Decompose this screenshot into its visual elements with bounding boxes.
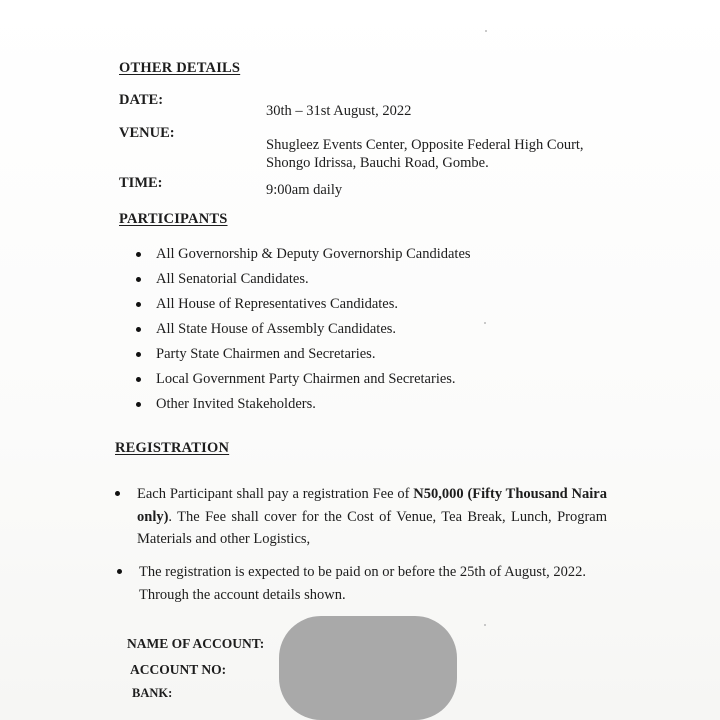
venue-line-2: Shongo Idrissa, Bauchi Road, Gombe. — [266, 155, 489, 171]
time-value: 9:00am daily — [266, 182, 343, 198]
venue-line-1: Shugleez Events Center, Opposite Federal High Court, — [266, 137, 584, 153]
participant-item: Local Government Party Chairmen and Secretaries. — [136, 367, 556, 392]
scan-speck — [484, 322, 486, 324]
participant-item: All Senatorial Candidates. — [136, 267, 556, 292]
registration-heading: REGISTRATION — [115, 440, 230, 456]
venue-label: VENUE: — [119, 125, 175, 141]
registration-fee-item — [115, 483, 607, 551]
registration-fee-suffix: . The Fee shall cover for the Cost of Venue, Tea Break, Lunch, Program Materials and other Logistics, — [137, 508, 607, 547]
account-name-label: NAME OF ACCOUNT: — [127, 636, 265, 651]
bank-label: BANK: — [132, 686, 173, 700]
scan-speck — [485, 30, 487, 32]
date-value: 30th – 31st August, 2022 — [266, 103, 412, 119]
date-label: DATE: — [119, 92, 164, 108]
other-details-heading: OTHER DETAILS — [119, 60, 241, 76]
registration-fee-amount: N50,000 (Fifty Thousand Naira only) — [137, 486, 607, 525]
participant-item: All House of Representatives Candidates. — [136, 292, 556, 317]
registration-deadline-item: The registration is expected to be paid on or before the 25th of August, 2022. Through the account details shown. — [117, 561, 615, 606]
participant-item: All State House of Assembly Candidates. — [136, 317, 556, 342]
scan-speck — [484, 624, 486, 626]
account-number-label: ACCOUNT NO: — [130, 662, 227, 677]
time-label: TIME: — [119, 175, 163, 191]
participant-item: All Governorship & Deputy Governorship Candidates — [136, 242, 556, 267]
redaction-blur — [279, 616, 457, 720]
participants-list — [136, 242, 556, 417]
registration-fee-prefix: Each Participant shall pay a registration Fee of — [137, 486, 414, 502]
participant-item: Party State Chairmen and Secretaries. — [136, 342, 556, 367]
participants-heading: PARTICIPANTS — [119, 211, 228, 227]
participant-item: Other Invited Stakeholders. — [136, 392, 556, 417]
